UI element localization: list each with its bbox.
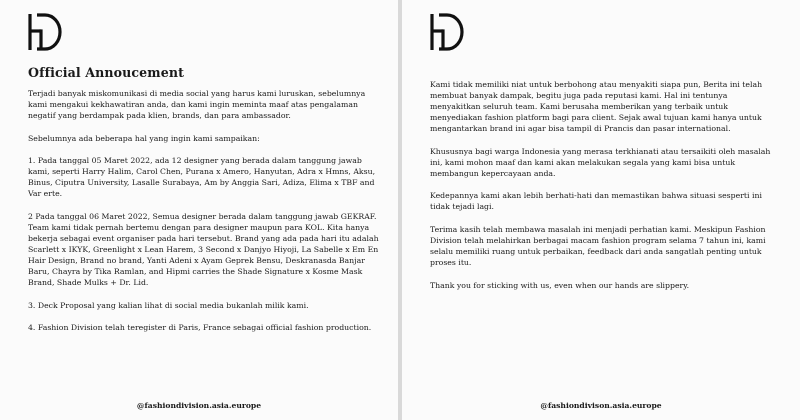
future-paragraph: Kedepannya kami akan lebih berhati-hati dan memastikan bahwa situasi sesperti ini tidak tejadi lagi.	[430, 191, 762, 212]
fd-monogram-logo-icon	[28, 13, 62, 51]
left-body-text	[28, 88, 380, 344]
left-page	[0, 0, 398, 420]
intro-paragraph: Terjadi banyak miskomunikasi di media social yang harus kami luruskan, sebelumnya kami mengakui kekhawatiran anda, dan kami ingin meminta maaf atas pengalaman negatif yang berdampak pada klien, brands, dan para ambassador.	[28, 89, 366, 121]
thanks-paragraph: Terima kasih telah membawa masalah ini menjadi perhatian kami. Meskipun Fashion Division telah melahirkan berbagai macam fashion program selama 7 tahun ini, kami selalu memiliki ruang untuk perbaikan, feedback dari anda sangatlah penting untuk proses itu.	[430, 224, 766, 268]
right-page	[402, 0, 800, 420]
left-footer-handle: @fashiondivision.asia.europe	[136, 401, 262, 410]
page-title: Official Annoucement	[28, 65, 185, 80]
point-2-paragraph: 2 Pada tanggal 06 Maret 2022, Semua designer berada dalam tanggung jawab GEKRAF. Team kami tidak pernah bertemu dengan para designer maupun para KOL. Kita hanya bekerja sebagai event organiser pada hari tersebut. Brand yang ada pada hari itu adalah Scarlett x IKYK, Greenlight x Lean Harem, 3 Second x Danjyo Hiyoji, La Sabelle x Em En Hair Design, Brand no brand, Yanti Adeni x Ayam Geprek Bensu, Deskranasda Banjar Baru, Chayra by Tika Ramlan, and Hipmi carries the Shade Signature x Kosme Mask Brand, Shade Mulks + Dr. Lid.	[28, 211, 379, 288]
point-4-paragraph: 4. Fashion Division telah teregister di Paris, France sebagai official fashion production.	[28, 322, 372, 332]
lead-in-paragraph: Sebelumnya ada beberapa hal yang ingin kami sampaikan:	[28, 133, 260, 143]
apology-paragraph: Kami tidak memiliki niat untuk berbohong atau menyakiti siapa pun, Berita ini telah membuat banyak dampak, begitu juga pada reputasi kami. Hal ini tentunya menyakitkan seluruh team. Kami berusaha memberikan yang terbaik untuk menyediakan fashion platform bagi para client. Sejak awal tujuan kami hanya untuk mengantarkan brand ini agar bisa tampil di Prancis dan pasar international.	[430, 80, 763, 134]
indonesia-paragraph: Khususnya bagi warga Indonesia yang merasa terkhianati atau tersaikiti oleh masalah ini, kami mohon maaf dan kami akan melakukan segala yang kami bisa untuk membangun kepercayaan anda.	[430, 146, 771, 178]
point-1-paragraph: 1. Pada tanggal 05 Maret 2022, ada 12 designer yang berada dalam tanggung jawab kami, seperti Harry Halim, Carol Chen, Purana x Amero, Hanyutan, Adra x Hmns, Aksu, Binus, Ciputra University, Lasalle Surabaya, Am by Anggia Sari, Adiza, Elima x TBF and Var erte.	[28, 155, 376, 199]
point-3-paragraph: 3. Deck Proposal yang kalian lihat di social media bukanlah milik kami.	[28, 300, 309, 310]
right-footer-handle: @fashiondivison.asia.europe	[540, 401, 662, 410]
closing-paragraph: Thank you for sticking with us, even when our hands are slippery.	[430, 280, 690, 290]
fd-monogram-logo-icon	[430, 13, 464, 51]
right-body-text	[430, 79, 780, 302]
